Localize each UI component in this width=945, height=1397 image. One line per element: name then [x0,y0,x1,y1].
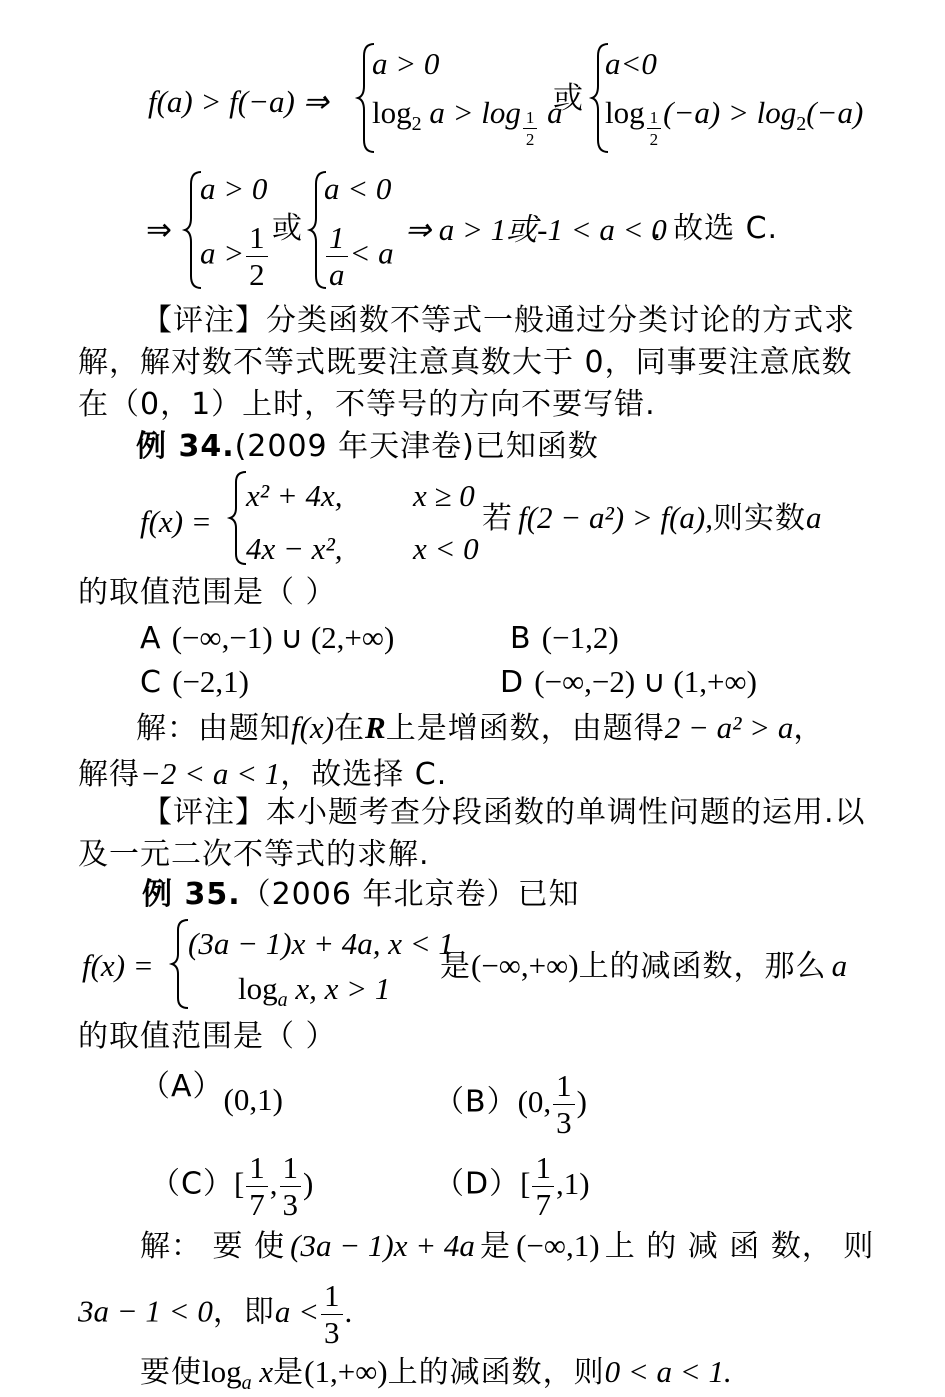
ex35-heading: 例 35.（2006 年北京卷）已知 [142,877,580,912]
block2-tail: . 故选 C. [652,211,779,246]
ex34-case2-cond: x < 0 [413,531,479,566]
block2-case1a: a > 0 [200,171,268,206]
ex34-question: 的取值范围是（ ） [78,575,337,610]
ex35-fx: f(x) = [82,948,154,983]
block1-case1b: $\log_2 a > \log$ $\frac{1}{2}$ a [372,95,563,149]
ex34-option-d: D (−∞,−2) ∪ (1,+∞) [500,664,757,700]
ex34-case1: x² + 4x, [246,478,343,513]
block1-case1a: a > 0 [372,46,440,81]
ex35-case2: $\log_a x$, x > 1 [238,971,391,1011]
ex35-option-c: （C）[ $\frac{1}{7}$ , $\frac{1}{3}$ ) [150,1150,314,1222]
ex35-solution-line1: 解： 要 使 (3a − 1)x + 4a 是 (−∞,1) 上 的 减 函 数， 则 [140,1228,875,1264]
ex34-case1-cond: x ≥ 0 [413,478,475,513]
ex35-question: 的取值范围是（ ） [78,1019,337,1054]
ex35-condition: 是(−∞,+∞)上的减函数，那么 a [440,948,848,984]
ex35-solution-line2: 3a − 1 < 0，即a < $\frac{1}{3}$ . [78,1278,353,1350]
block2-case1b: a > $\frac{1}{2}$ [200,222,270,291]
ex34-heading: 例 34.(2009 年天津卷)已知函数 [136,429,599,464]
note1-line2: 解，解对数不等式既要注意真数大于 0，同事要注意底数 [78,345,853,380]
ex34-option-c: C (−2,1) [140,664,250,700]
ex34-condition: 若 f(2 − a²) > f(a),则实数a [482,500,822,536]
or-text: 或 [272,211,303,246]
note1-line1: 【评注】分类函数不等式一般通过分类讨论的方式求 [142,303,855,338]
ex35-option-b: （B）(0, $\frac{1}{3}$ ) [434,1068,587,1140]
block2-arrow: ⇒ [146,212,172,247]
ex34-solution-line1: 解：由题知f(x)在R上是增函数，由题得2 − a² > a， [136,710,825,746]
ex34-fx: f(x) = [140,504,212,539]
block1-lhs: f(a) > f(−a) ⇒ [148,84,329,119]
ex35-case1: (3a − 1)x + 4a, x < 1 [188,926,454,961]
block2-result: ⇒ a > 1或-1 < a < 0 [405,212,667,247]
block1-case2a: a<0 [605,46,657,81]
ex35-option-d: （D）[ $\frac{1}{7}$ ,1) [434,1150,590,1222]
note2-line1: 【评注】本小题考查分段函数的单调性问题的运用.以 [142,795,866,830]
or-text: 或 [553,81,584,116]
ex34-option-a: A (−∞,−1) ∪ (2,+∞) [140,620,395,656]
note1-line3: 在（0，1）上时，不等号的方向不要写错. [78,387,656,422]
ex35-option-a: （A）(0,1) [140,1069,283,1117]
ex35-solution-line3: 要使$\log_a x$是(1,+∞)上的减函数，则0 < a < 1. [140,1354,732,1394]
ex34-option-b: B (−1,2) [510,620,619,656]
block1-case2b: log $\frac{1}{2}$ $(-a) > \log_2(-a)$ [605,95,864,149]
ex34-solution-line2: 解得−2 < a < 1，故选择 C. [78,756,448,792]
block2-case2b: $\frac{1}{a}$ < a [324,222,394,291]
ex34-case2: 4x − x², [246,531,343,566]
note2-line2: 及一元二次不等式的求解. [78,837,430,872]
block2-case2a: a < 0 [324,171,392,206]
